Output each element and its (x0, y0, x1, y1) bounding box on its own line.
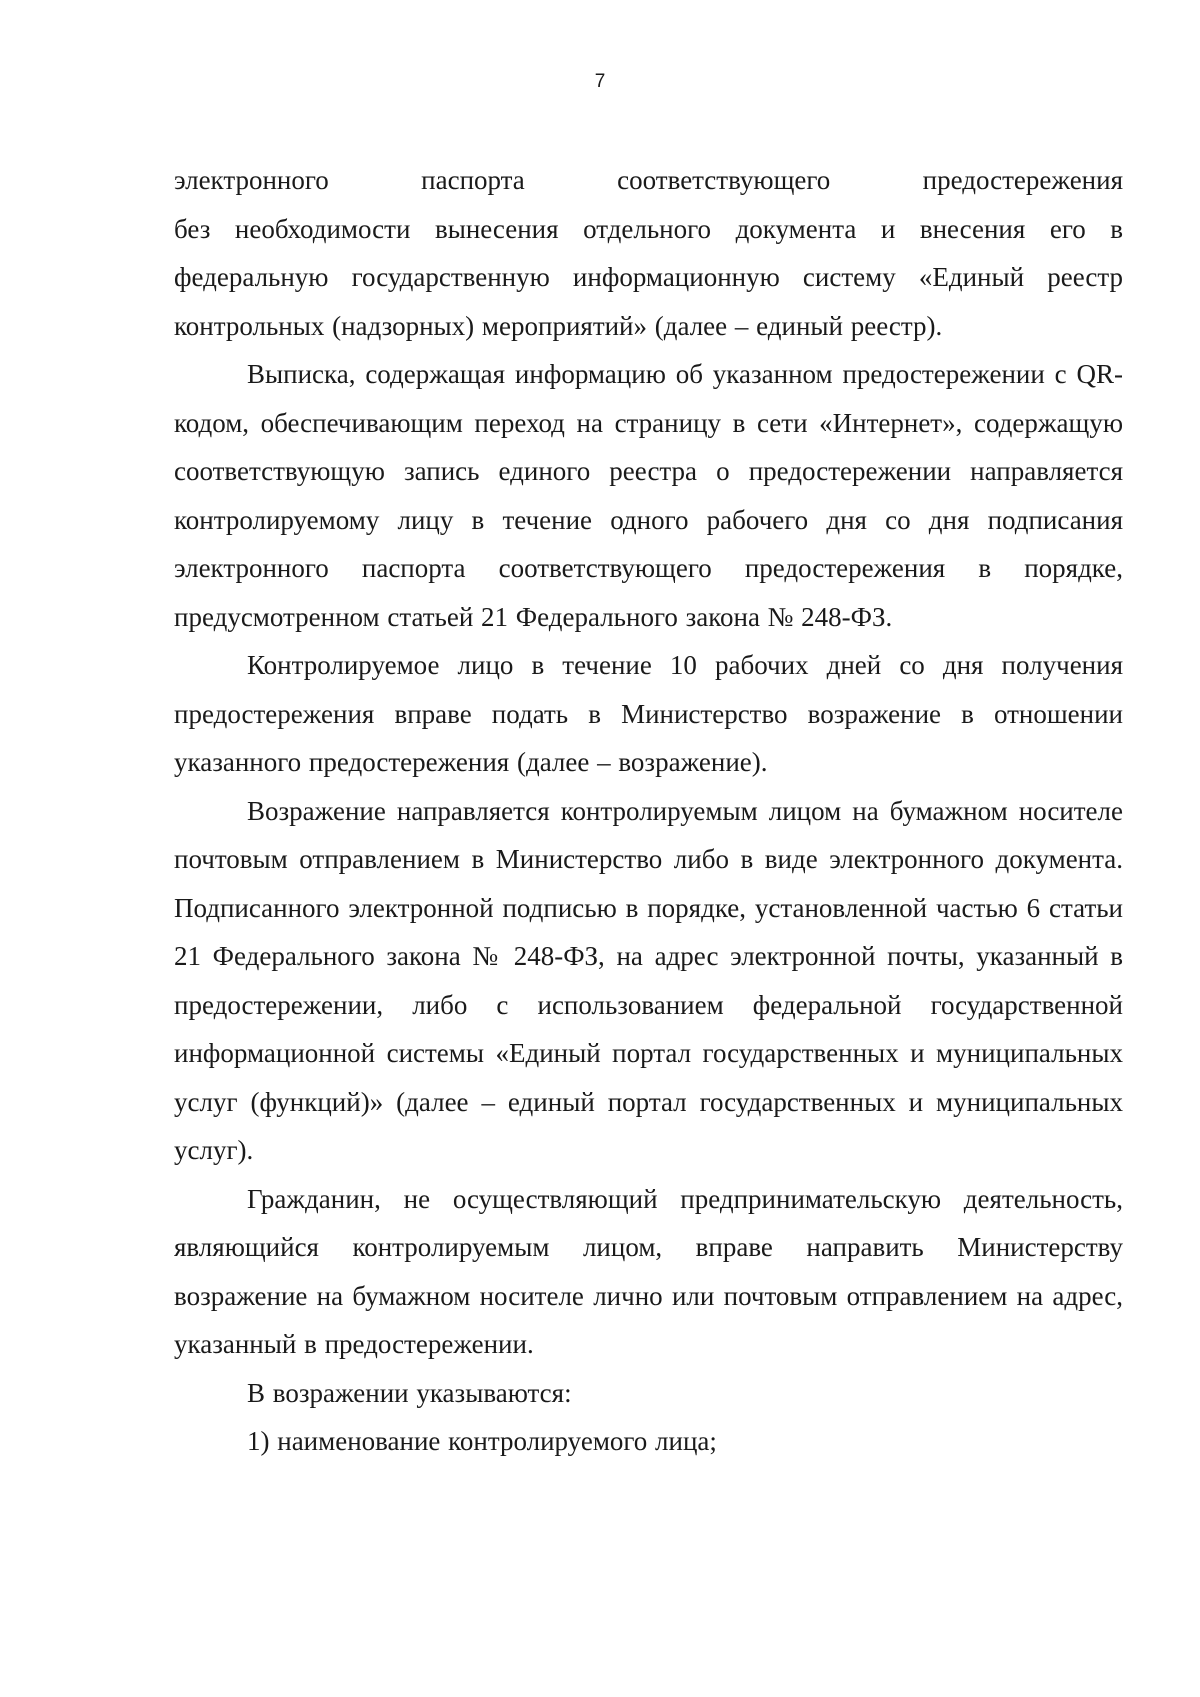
paragraph-objection-contents: В возражении указываются: (247, 1377, 572, 1408)
paragraph-extract: Выписка, содержащая информацию об указанном предостережении с QR-кодом, обеспечивающим переход на страницу в сети «Интернет», содержащую соответствующую запись единого реестра о предостережении направляется контролируемому лицу в течение одного рабочего дня со дня подписания электронного паспорта соответствующего предостережения в порядке, предусмотренном статьей 21 Федерального закона № 248-ФЗ. (174, 359, 1123, 632)
list-item-1: 1) наименование контролируемого лица; (247, 1426, 717, 1456)
page-number: 7 (594, 71, 606, 92)
document-body (174, 156, 1123, 1466)
paragraph-citizen: Гражданин, не осуществляющий предпринимательскую деятельность, являющийся контролируемым лицом, вправе направить Министерству возражение на бумажном носителе лично или почтовым отправлением на адрес, указанный в предостережении. (174, 1183, 1123, 1359)
paragraph-objection-term: Контролируемое лицо в течение 10 рабочих дней со дня получения предостережения вправе подать в Министерство возражение в отношении указанного предостережения (далее – возражение). (174, 650, 1123, 777)
paragraph-continuation: без необходимости вынесения отдельного документа и внесения его в федеральную государственную информационную систему «Единый реестр контрольных (надзорных) мероприятий» (далее – единый реестр). (174, 213, 1123, 341)
paragraph-objection-submission: Возражение направляется контролируемым лицом на бумажном носителе почтовым отправлением в Министерство либо в виде электронного документа. Подписанного электронной подписью в порядке, установленной частью 6 статьи 21 Федерального закона № 248-ФЗ, на адрес электронной почты, указанный в предостережении, либо с использованием федеральной государственной информационной системы «Единый портал государственных и муниципальных услуг (функций)» (далее – единый портал государственных и муниципальных услуг). (174, 795, 1123, 1165)
paragraph-continuation-line: электронного паспорта соответствующего предостережения (174, 165, 1123, 195)
